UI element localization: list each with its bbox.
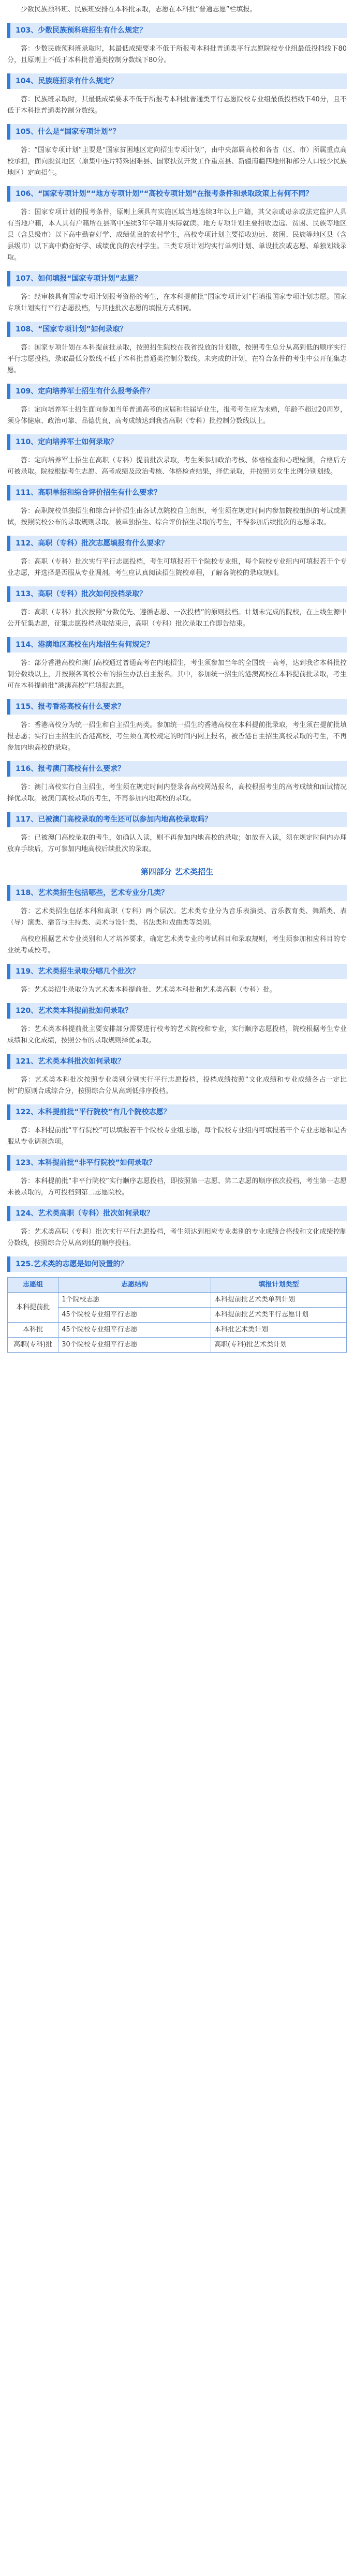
- question-title: 110、定向培养军士如何录取？: [16, 438, 118, 446]
- question-title: 119、艺术类招生录取分哪几个批次？: [16, 967, 140, 976]
- question-heading: [7, 124, 347, 140]
- table-cell-structure: 1个院校志愿: [58, 1293, 211, 1308]
- question-heading: [7, 73, 347, 89]
- table-header-structure: 志愿结构: [58, 1278, 211, 1293]
- answer-paragraph: 答：艺术类招生录取分为艺术类本科提前批、艺术类本科批和艺术类高职（专科）批。: [21, 986, 277, 994]
- question-heading: [7, 1054, 347, 1069]
- answer-paragraph: 答：香港高校分为统一招生和自主招生两类。参加统一招生的香港高校在本科提前批录取，考生须在提前批填报志愿；实行自主招生的香港高校，考生须在高校规定的时间内网上报名，被香港自主招生高校录取的考生，不再参加内地高校的录取。: [7, 721, 347, 752]
- question-heading: [7, 384, 347, 399]
- answer-paragraph: 答：澳门高校实行自主招生，考生须在规定时间内登录各高校网站报名，高校根据考生的高考成绩和面试情况择优录取。被澳门高校录取的考生，不再参加内地高校的录取。: [7, 783, 347, 802]
- table-row: [8, 1308, 347, 1323]
- answer-paragraph: 答：艺术类招生包括本科和高职（专科）两个层次。艺术类专业分为音乐表演类、音乐教育类、舞蹈类、表（导）演类、播音与主持类、美术与设计类、书法类和戏曲类等类别。: [7, 907, 347, 927]
- table-cell-group: 高职(专科)批: [8, 1338, 58, 1353]
- answer-paragraph: 答：高职（专科）批次按照“分数优先、遵循志愿、一次投档”的原则投档。计划未完成的院校，在上线生源中公开征集志愿，征集志愿投档录取结束后，高职（专科）批次录取工作即告结束。: [7, 609, 347, 628]
- answer-paragraph: 答：本科提前批“平行院校”可以填报若干个院校专业组志愿，每个院校专业组内可填报若干个专业志愿和是否服从专业调剂选项。: [7, 1127, 347, 1146]
- answer-paragraph: 答：经审核具有国家专项计划报考资格的考生，在本科提前批“国家专项计划”栏填报国家专项计划志愿。国家专项计划实行平行志愿投档，与其他批次志愿的填报方式相同。: [7, 293, 347, 312]
- question-title: 111、高职单招和综合评价招生有什么要求？: [16, 489, 161, 497]
- question-heading: [7, 699, 347, 715]
- question-heading: [7, 322, 347, 337]
- question-heading: [7, 812, 347, 827]
- question-title: 114、港澳地区高校在内地招生有何规定？: [16, 641, 154, 649]
- answer-paragraph: 答：民族班录取时，其最低成绩要求不低于所报考本科批普通类平行志愿院校专业组最低投档线下40分，且不低于本科批普通类控制分数线。: [7, 96, 347, 115]
- question-heading: [7, 271, 347, 286]
- question-heading: [7, 1206, 347, 1221]
- question-heading: [7, 964, 347, 979]
- table-cell-group: 本科批: [8, 1323, 58, 1338]
- question-title: 107、如何填报“国家专项计划”志愿？: [16, 275, 142, 283]
- question-heading: [7, 186, 347, 202]
- question-heading: [7, 485, 347, 501]
- question-heading: [7, 434, 347, 450]
- question-title: 125.艺术类的志愿是如何设置的？: [16, 1260, 128, 1268]
- table-cell-structure: 30个院校专业组平行志愿: [58, 1338, 211, 1353]
- answer-paragraph: 答：高职院校单独招生和综合评价招生由各试点院校自主组织，考生须在规定时间内参加院校组织的考试或测试，按照院校公布的录取规则录取。被单独招生、综合评价招生录取的考生，不得参加后续批次的志愿录取。: [7, 507, 347, 526]
- qa-section: [7, 23, 347, 855]
- table-cell-structure: 45个院校专业组平行志愿: [58, 1323, 211, 1338]
- answer-paragraph: 答：“国家专项计划”主要是“国家贫困地区定向招生专项计划”，由中央部属高校和各省（区、市）所属重点高校承担，面向脱贫地区（原集中连片特殊困难县、国家扶贫开发工作重点县、新疆南疆四地州和部分人口较少民族地区）定向招生。: [7, 146, 347, 177]
- question-title: 117、已被澳门高校录取的考生还可以参加内地高校录取吗？: [16, 815, 212, 824]
- question-title: 108、“国家专项计划”如何录取？: [16, 325, 127, 334]
- question-heading: [7, 637, 347, 653]
- answer-paragraph: 答：定向培养军士招生在高职（专科）提前批次录取，考生须参加政治考核、体格检查和心理检测，合格后方可被录取。院校根据考生志愿、高考成绩及政治考核、体格检查结果，择优录取，并按照男女生比例分别划线。: [7, 457, 347, 476]
- answer-paragraph: 答：国家专项计划的报考条件，原则上须具有实施区域当地连续3年以上户籍，其父亲或母亲或法定监护人具有当地户籍，本人具有户籍所在县高中连续3年学籍并实际就读。地方专项计划主要招收边远、贫困、民族等地区县（含县级市）以下高中勤奋好学、成绩优良的农村学生，高校专项计划主要招收边远、贫困、民族等地区县（含县级市）以下高中勤奋好学、成绩优良的农村学生。三类专项计划均实行单列计划、单设批次或志愿、单独划线录取。: [7, 208, 347, 262]
- question-title: 115、报考香港高校有什么要求？: [16, 703, 125, 711]
- question-title: 116、报考澳门高校有什么要求？: [16, 765, 125, 773]
- answer-paragraph: 高校应根据艺术专业类别和人才培养要求，确定艺术类专业的考试科目和录取规则，考生须参加相应科目的专业统考或校考。: [7, 935, 347, 954]
- table-cell-plan: 本科提前批艺术类平行志愿计划: [211, 1308, 347, 1323]
- question-heading: [7, 1104, 347, 1120]
- answer-paragraph: 答：少数民族预科班录取时，其最低成绩要求不低于所报考本科批普通类平行志愿院校专业组最低投档线下80分，且原则上不低于本科批普通类控制分数线下80分。: [7, 45, 347, 64]
- question-title: 123、本科提前批“非平行院校”如何录取？: [16, 1159, 156, 1167]
- question-title: 113、高职（专科）批次如何投档录取？: [16, 590, 147, 598]
- table-header-group: 志愿组: [8, 1278, 58, 1293]
- section-title-part-four: 第四部分 艺术类招生: [140, 867, 214, 876]
- table-row: [8, 1323, 347, 1338]
- question-title: 112、高职（专科）批次志愿填报有什么要求？: [16, 539, 169, 548]
- question-heading: [7, 885, 347, 901]
- question-heading: [7, 586, 347, 602]
- table-cell-structure: 45个院校专业组平行志愿: [58, 1308, 211, 1323]
- answer-paragraph: 答：国家专项计划在本科提前批录取，按照招生院校在我省投放的计划数，按照考生总分从高到低的顺序实行平行志愿投档，录取最低分数线不低于本科批普通类控制分数线。未完成的计划，在符合条件的考生中公开征集志愿。: [7, 344, 347, 374]
- answer-paragraph: 答：部分香港高校和澳门高校通过普通高考在内地招生，考生须参加当年的全国统一高考，达到我省本科批控制分数线以上，并按照各高校公布的招生办法自主报名。其中，参加统一招生的港澳高校在本科提前批录取，考生可在本科提前批“港澳高校”栏填报志愿。: [7, 659, 347, 690]
- question-title: 106、“国家专项计划”“地方专项计划”“高校专项计划”在报考条件和录取政策上有何不同？: [16, 190, 313, 198]
- qa-art-section: [7, 885, 347, 1249]
- table-cell-plan: 本科批艺术类计划: [211, 1323, 347, 1338]
- table-cell-plan: 本科提前批艺术类单列计划: [211, 1293, 347, 1308]
- question-heading: [7, 536, 347, 551]
- question-title: 109、定向培养军士招生有什么报考条件？: [16, 387, 154, 396]
- question-title: 103、少数民族预科班招生有什么规定？: [16, 26, 147, 35]
- question-heading: [7, 761, 347, 777]
- question-title: 118、艺术类招生包括哪些，艺术专业分几类？: [16, 889, 169, 897]
- question-heading: [7, 1256, 347, 1272]
- table-row: [8, 1338, 347, 1353]
- question-title: 105、什么是“国家专项计划”？: [16, 128, 120, 136]
- answer-paragraph: 答：定向培养军士招生面向参加当年普通高考的应届和往届毕业生，报考考生应为未婚，年龄不超过20周岁，须身体健康、政治可靠、品德优良，高考成绩达到我省高职（专科）批控制分数线以上。: [7, 406, 347, 425]
- question-heading: [7, 1155, 347, 1171]
- answer-paragraph: 答：艺术类高职（专科）批次实行平行志愿投档，考生须达到相应专业类别的专业成绩合格线和文化成绩控制分数线，按照综合分从高到低的顺序投档。: [7, 1228, 347, 1247]
- answer-paragraph: 答：已被澳门高校录取的考生，如确认入读，则不再参加内地高校的录取；如放弃入读，须在规定时间内办理放弃手续后，方可参加内地高校后续批次的录取。: [7, 834, 347, 853]
- intro-paragraph: 少数民族预科班、民族班安排在本科批录取，志愿在本科批“普通志愿”栏填报。: [21, 6, 257, 13]
- answer-paragraph: 答：本科提前批“非平行院校”实行顺序志愿投档，即按照第一志愿、第二志愿的顺序依次投档，考生第一志愿未被录取的，方可投档到第二志愿院校。: [7, 1177, 347, 1196]
- table-cell-plan: 高职(专科)批艺术类计划: [211, 1338, 347, 1353]
- question-title: 122、本科提前批“平行院校”有几个院校志愿？: [16, 1108, 171, 1116]
- answer-paragraph: 答：艺术类本科批次按照专业类别分别实行平行志愿投档，投档成绩按照“文化成绩和专业成绩各占一定比例”的原则合成综合分，按照综合分从高到低排序投档。: [7, 1076, 347, 1095]
- answer-paragraph: 答：高职（专科）批次实行平行志愿投档，考生可填报若干个院校专业组，每个院校专业组内可填报若干个专业志愿，并选择是否服从专业调剂。考生应认真阅读招生院校章程，了解各院校的录取规则。: [7, 558, 347, 577]
- question-title: 121、艺术类本科批次如何录取？: [16, 1057, 125, 1066]
- question-title: 104、民族班招录有什么规定？: [16, 77, 118, 85]
- question-title: 120、艺术类本科提前批如何录取？: [16, 1007, 132, 1015]
- volunteer-setting-table: [7, 1277, 347, 1353]
- question-title: 124、艺术类高职（专科）批次如何录取？: [16, 1209, 154, 1218]
- answer-paragraph: 答：艺术类本科提前批主要安排部分需要进行校考的艺术院校和专业，实行顺序志愿投档，院校根据考生专业成绩和文化成绩，按照公布的录取规则择优录取。: [7, 1025, 347, 1044]
- table-row: [8, 1293, 347, 1308]
- table-header-plan: 填报计划类型: [211, 1278, 347, 1293]
- question-heading: [7, 1003, 347, 1019]
- question-heading: [7, 23, 347, 38]
- table-cell-group: 本科提前批: [8, 1293, 58, 1323]
